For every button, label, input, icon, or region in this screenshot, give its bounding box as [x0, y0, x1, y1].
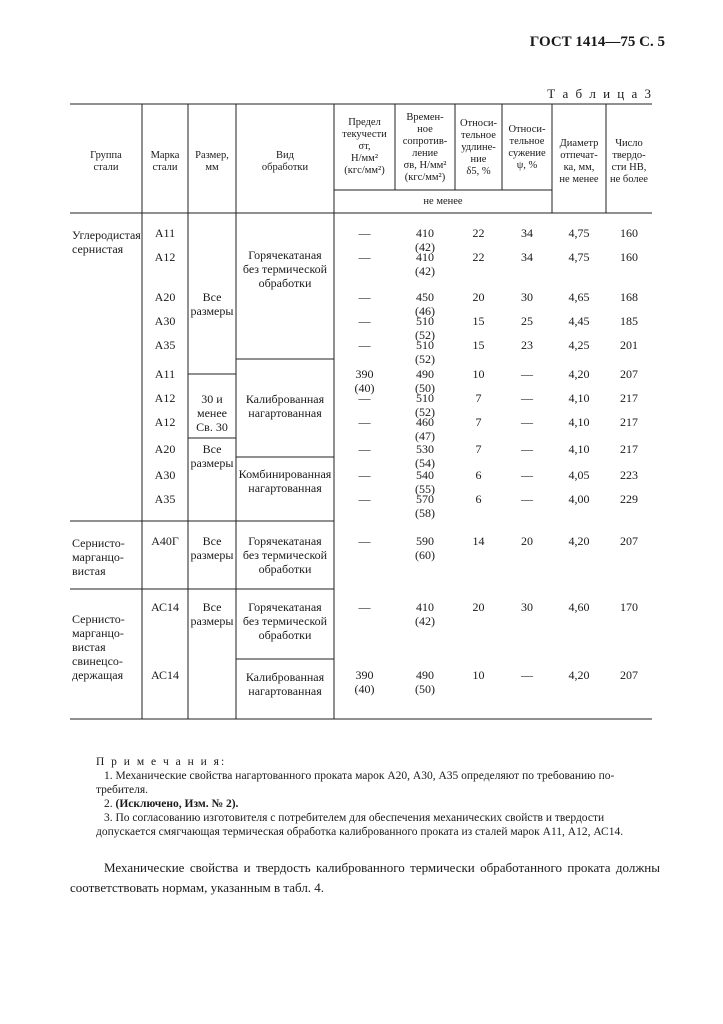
header-not-less: не менее [423, 196, 463, 207]
cell-el: 22 [472, 250, 485, 264]
cell-yield: — [358, 468, 371, 482]
treatment-hot-rolled-1: Горячекатаная без термической обработки [242, 248, 328, 290]
cell-nr: — [521, 391, 533, 405]
header-treatment: Вид обработки [261, 150, 309, 173]
size-30-less: 30 и менее Св. 30 [196, 392, 228, 434]
cell-grade: А30 [154, 314, 176, 328]
cell-ts: 510 (52) [415, 391, 435, 419]
cell-ts: 410 (42) [415, 600, 435, 628]
cell-nr: 34 [521, 226, 533, 240]
cell-nr: — [521, 415, 533, 429]
header-narrowing: Относи- тельное сужение ψ, % [508, 124, 546, 171]
cell-ts: 590 (60) [415, 534, 435, 562]
cell-el: 15 [472, 314, 485, 328]
body-paragraph: Механические свойства и твердость калиброванного термически обработанного проката должны соответствовать нормам, указанным в табл. 4. [70, 860, 660, 895]
cell-d: 4,10 [568, 442, 590, 456]
cell-hb: 217 [620, 415, 638, 429]
cell-ts: 410 (42) [415, 226, 435, 254]
header-hb: Число твердо- сти НВ, не более [610, 138, 648, 185]
cell-ts: 570 (58) [415, 492, 435, 520]
cell-ts: 510 (52) [415, 338, 435, 366]
cell-d: 4,00 [568, 492, 590, 506]
group-sulfur-manganese-lead: Сернисто- марганцо- вистая свинецсо- держащая [72, 612, 125, 682]
cell-grade: А12 [154, 250, 176, 264]
cell-hb: 207 [620, 534, 638, 548]
cell-grade: А35 [154, 338, 176, 352]
cell-d: 4,25 [568, 338, 590, 352]
cell-nr: — [521, 668, 533, 682]
cell-d: 4,05 [568, 468, 590, 482]
cell-ts: 490 (50) [415, 668, 435, 696]
group-sulfur-manganese: Сернисто- марганцо- вистая [72, 536, 125, 578]
cell-el: 14 [472, 534, 485, 548]
treatment-calibrated-2: Калиброванная нагартованная [245, 670, 325, 698]
cell-hb: 207 [620, 668, 638, 682]
cell-el: 6 [475, 468, 482, 482]
cell-el: 20 [472, 290, 485, 304]
treatment-hot-rolled-2: Горячекатаная без термической обработки [242, 534, 328, 576]
header-size: Размер, мм [195, 150, 229, 173]
header-yield: Предел текучести σт, Н/мм² (кгс/мм²) [342, 117, 387, 176]
cell-yield: 390 (40) [354, 668, 375, 696]
table-label: Т а б л и ц а 3 [547, 86, 653, 101]
cell-hb: 160 [620, 250, 638, 264]
cell-d: 4,65 [568, 290, 590, 304]
cell-grade: А40Г [151, 534, 179, 548]
cell-grade: А20 [154, 290, 176, 304]
cell-yield: — [358, 314, 371, 328]
cell-yield: — [358, 338, 371, 352]
cell-nr: 20 [521, 534, 533, 548]
cell-el: 10 [472, 668, 485, 682]
cell-d: 4,10 [568, 415, 590, 429]
cell-grade: А11 [154, 367, 176, 381]
size-all-3: Все размеры [190, 534, 234, 562]
cell-yield: — [358, 250, 371, 264]
cell-grade: АС14 [150, 600, 180, 614]
size-all-1: Все размеры [190, 290, 234, 318]
cell-yield: — [358, 290, 371, 304]
treatment-combined: Комбинированная нагартованная [238, 467, 332, 495]
cell-nr: 23 [521, 338, 533, 352]
cell-el: 15 [472, 338, 485, 352]
header-group: Группа стали [90, 150, 122, 173]
cell-nr: — [521, 367, 533, 381]
cell-el: 20 [472, 600, 485, 614]
cell-nr: 34 [521, 250, 533, 264]
group-carbon-sulfur: Углеродистая сернистая [72, 228, 141, 256]
cell-nr: — [521, 442, 533, 456]
cell-yield: — [358, 442, 371, 456]
cell-grade: А20 [154, 442, 176, 456]
cell-yield: — [358, 492, 371, 506]
cell-ts: 490 (50) [415, 367, 435, 395]
cell-d: 4,60 [568, 600, 590, 614]
size-all-2: Все размеры [190, 442, 234, 470]
cell-yield: — [358, 415, 371, 429]
cell-d: 4,75 [568, 250, 590, 264]
cell-yield: — [358, 226, 371, 240]
notes-title: П р и м е ч а н и я: [96, 756, 227, 768]
cell-hb: 207 [620, 367, 638, 381]
header-elongation: Относи- тельное удлине- ние δ5, % [459, 118, 498, 177]
cell-hb: 160 [620, 226, 638, 240]
cell-ts: 450 (46) [415, 290, 435, 318]
cell-d: 4,45 [568, 314, 590, 328]
cell-ts: 460 (47) [415, 415, 435, 443]
cell-yield: — [358, 534, 371, 548]
page-header: ГОСТ 1414—75 С. 5 [529, 34, 665, 50]
cell-d: 4,20 [568, 534, 590, 548]
cell-el: 7 [475, 391, 482, 405]
header-grade: Марка стали [150, 150, 180, 173]
cell-yield: — [358, 391, 371, 405]
note-1: 1. Механические свойства нагартованного проката марок А20, А30, А35 определяют по требованию по- [104, 770, 615, 782]
cell-el: 10 [472, 367, 485, 381]
cell-nr: 25 [521, 314, 533, 328]
cell-d: 4,75 [568, 226, 590, 240]
note-2: 2. (Исключено, Изм. № 2). [104, 798, 239, 810]
cell-hb: 201 [620, 338, 638, 352]
cell-nr: — [521, 468, 533, 482]
cell-ts: 540 (55) [415, 468, 435, 496]
cell-el: 7 [475, 442, 482, 456]
cell-ts: 410 (42) [415, 250, 435, 278]
cell-el: 7 [475, 415, 482, 429]
cell-yield: — [358, 600, 371, 614]
cell-grade: А12 [154, 391, 176, 405]
note-1-cont: требителя. [96, 784, 149, 796]
cell-grade: А30 [154, 468, 176, 482]
notes [96, 755, 661, 839]
note-3-cont: допускается смягчающая термическая обработка калиброванного проката из сталей марок А11, А12, АС14. [96, 826, 624, 838]
cell-hb: 229 [620, 492, 638, 506]
cell-ts: 510 (52) [415, 314, 435, 342]
cell-grade: А11 [154, 226, 176, 240]
note-3: 3. По согласованию изготовителя с потребителем для обеспечения механических свойств и твердости [104, 812, 605, 824]
cell-nr: 30 [521, 290, 533, 304]
header-diameter: Диаметр отпечат- ка, мм, не менее [559, 138, 599, 185]
treatment-calibrated-1: Калиброванная нагартованная [245, 392, 325, 420]
header-tensile: Времен- ное сопротив- ление σв, Н/мм² (кгс/мм²) [402, 112, 448, 183]
cell-el: 6 [475, 492, 482, 506]
cell-hb: 217 [620, 442, 638, 456]
cell-ts: 530 (54) [415, 442, 435, 470]
cell-grade: АС14 [150, 668, 180, 682]
treatment-hot-rolled-3: Горячекатаная без термической обработки [242, 600, 328, 642]
cell-hb: 170 [620, 600, 638, 614]
cell-hb: 168 [620, 290, 638, 304]
cell-grade: А35 [154, 492, 176, 506]
cell-d: 4,20 [568, 367, 590, 381]
cell-el: 22 [472, 226, 485, 240]
cell-hb: 185 [620, 314, 638, 328]
cell-d: 4,20 [568, 668, 590, 682]
cell-nr: 30 [521, 600, 533, 614]
cell-d: 4,10 [568, 391, 590, 405]
cell-nr: — [521, 492, 533, 506]
cell-hb: 223 [620, 468, 638, 482]
cell-yield: 390 (40) [354, 367, 375, 395]
cell-grade: А12 [154, 415, 176, 429]
cell-hb: 217 [620, 391, 638, 405]
size-all-4: Все размеры [190, 600, 234, 628]
